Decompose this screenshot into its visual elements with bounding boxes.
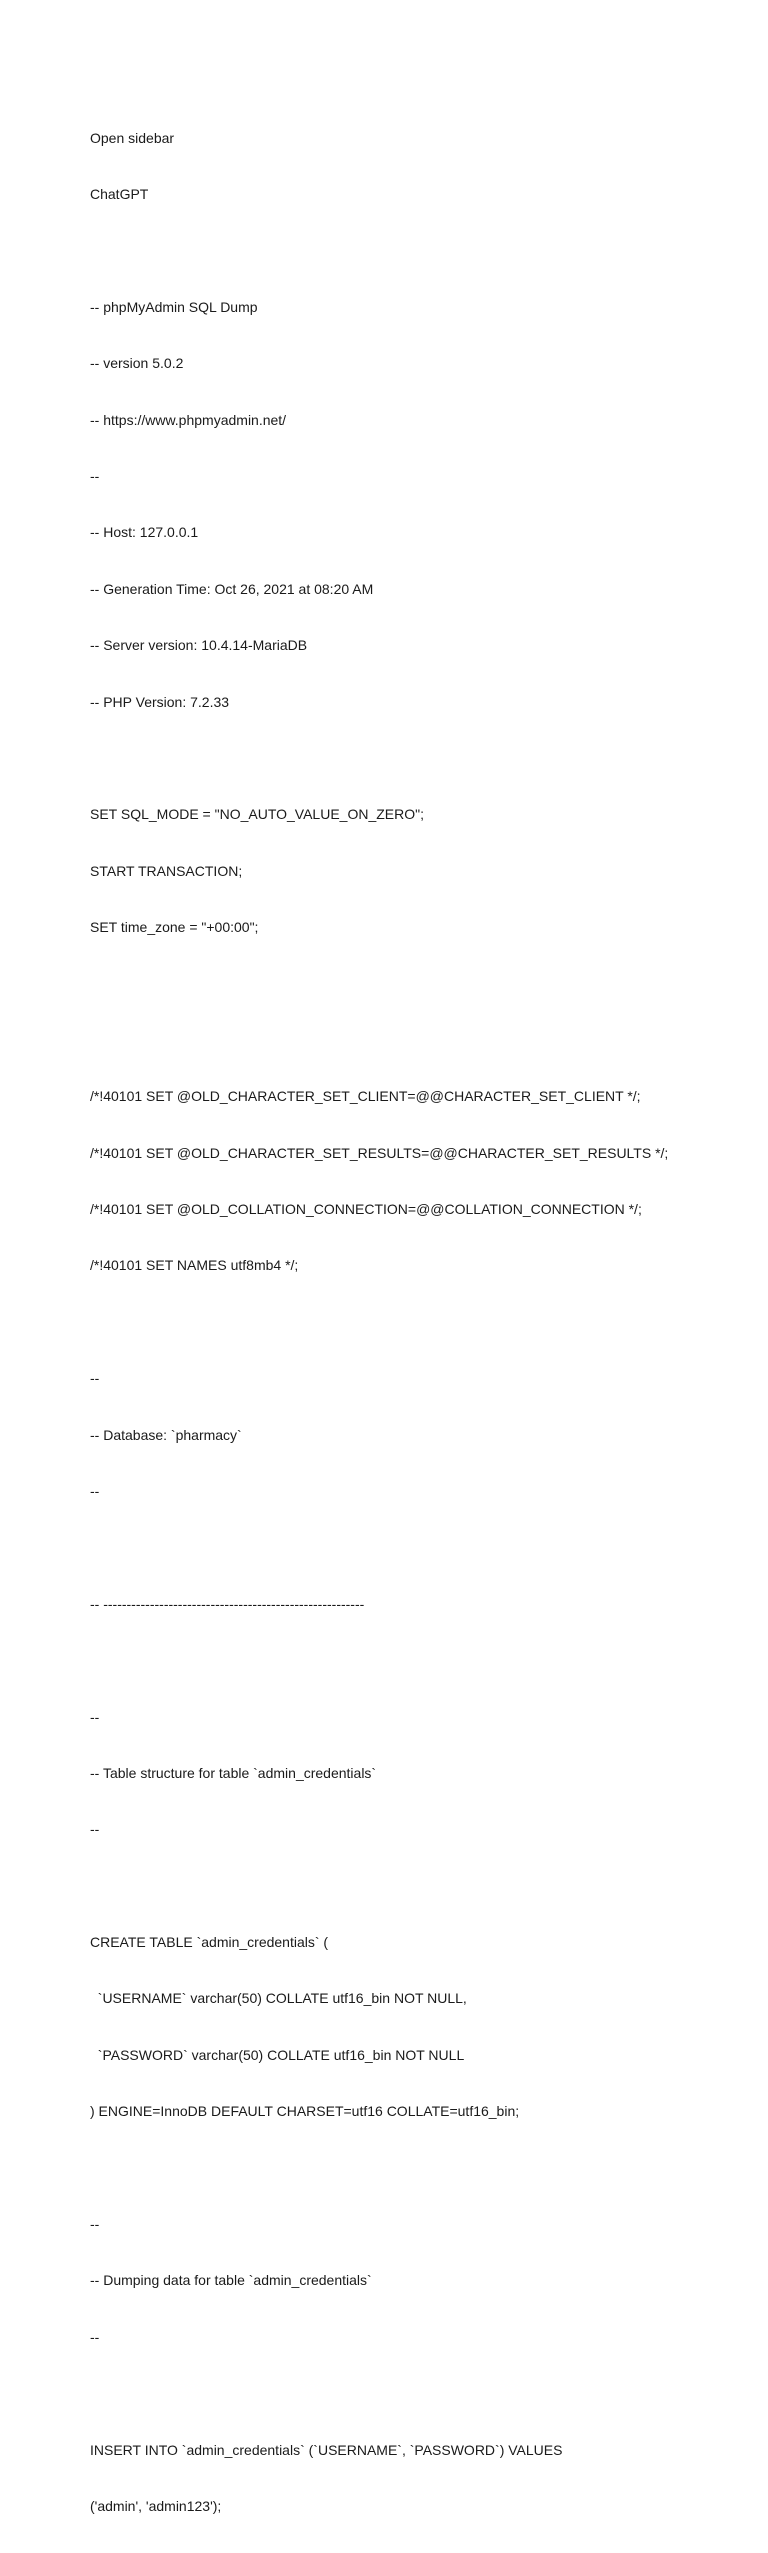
doc-line-engine: ) ENGINE=InnoDB DEFAULT CHARSET=utf16 COLLATE=utf16_bin; <box>90 2103 520 2120</box>
doc-line-blank <box>90 974 750 993</box>
doc-line-version: -- version 5.0.2 <box>90 355 184 372</box>
doc-line-dumping-data-heading: -- Dumping data for table `admin_credentials` <box>90 2272 372 2289</box>
doc-line-blank <box>90 1031 750 1050</box>
doc-line-blank <box>90 749 750 768</box>
doc-line-insert-into: INSERT INTO `admin_credentials` (`USERNAME`, `PASSWORD`) VALUES <box>90 2441 563 2458</box>
doc-line-blank <box>90 1313 750 1332</box>
doc-line-comment: -- <box>90 467 100 484</box>
doc-line-app-name: ChatGPT <box>90 185 149 202</box>
doc-line-insert-values: ('admin', 'admin123'); <box>90 2498 222 2514</box>
document-body <box>90 91 750 2553</box>
doc-line-url: -- https://www.phpmyadmin.net/ <box>90 411 287 428</box>
doc-line-time-zone: SET time_zone = "+00:00"; <box>90 919 259 936</box>
doc-line-comment: -- <box>90 1370 100 1387</box>
doc-line-charset-results: /*!40101 SET @OLD_CHARACTER_SET_RESULTS=@@CHARACTER_SET_RESULTS */; <box>90 1144 669 1161</box>
doc-line-php-version: -- PHP Version: 7.2.33 <box>90 693 230 710</box>
doc-line-set-names: /*!40101 SET NAMES utf8mb4 */; <box>90 1257 299 1274</box>
doc-line-blank <box>90 1538 750 1557</box>
doc-line-blank <box>90 2159 750 2178</box>
doc-line-database-name: -- Database: `pharmacy` <box>90 1426 242 1443</box>
doc-line-password-column: `PASSWORD` varchar(50) COLLATE utf16_bin NOT NULL <box>90 2046 465 2063</box>
doc-line-create-table: CREATE TABLE `admin_credentials` ( <box>90 1934 329 1951</box>
doc-line-table-structure-heading: -- Table structure for table `admin_credentials` <box>90 1764 377 1781</box>
doc-line-comment: -- <box>90 2216 100 2233</box>
doc-line-comment: -- <box>90 2328 100 2345</box>
doc-line-separator: -- -------------------------------------------------------- <box>90 1595 365 1612</box>
doc-line-blank <box>90 2384 750 2403</box>
doc-line-server-version: -- Server version: 10.4.14-MariaDB <box>90 637 308 654</box>
doc-line-start-transaction: START TRANSACTION; <box>90 862 243 879</box>
doc-line-dump-header: -- phpMyAdmin SQL Dump <box>90 298 258 315</box>
doc-line-blank <box>90 241 750 260</box>
doc-line-host: -- Host: 127.0.0.1 <box>90 524 199 541</box>
doc-line-sql-mode: SET SQL_MODE = "NO_AUTO_VALUE_ON_ZERO"; <box>90 806 424 823</box>
doc-line-comment: -- <box>90 1708 100 1725</box>
doc-line-blank <box>90 1651 750 1670</box>
doc-line-generation-time: -- Generation Time: Oct 26, 2021 at 08:20 AM <box>90 580 374 597</box>
doc-line-sidebar-toggle[interactable]: Open sidebar <box>90 129 175 146</box>
doc-line-comment: -- <box>90 1821 100 1838</box>
doc-line-charset-client: /*!40101 SET @OLD_CHARACTER_SET_CLIENT=@@CHARACTER_SET_CLIENT */; <box>90 1088 641 1105</box>
doc-line-collation-connection: /*!40101 SET @OLD_COLLATION_CONNECTION=@@COLLATION_CONNECTION */; <box>90 1201 642 1218</box>
doc-line-username-column: `USERNAME` varchar(50) COLLATE utf16_bin NOT NULL, <box>90 1990 467 2007</box>
doc-line-blank <box>90 1877 750 1896</box>
doc-line-comment: -- <box>90 1482 100 1499</box>
